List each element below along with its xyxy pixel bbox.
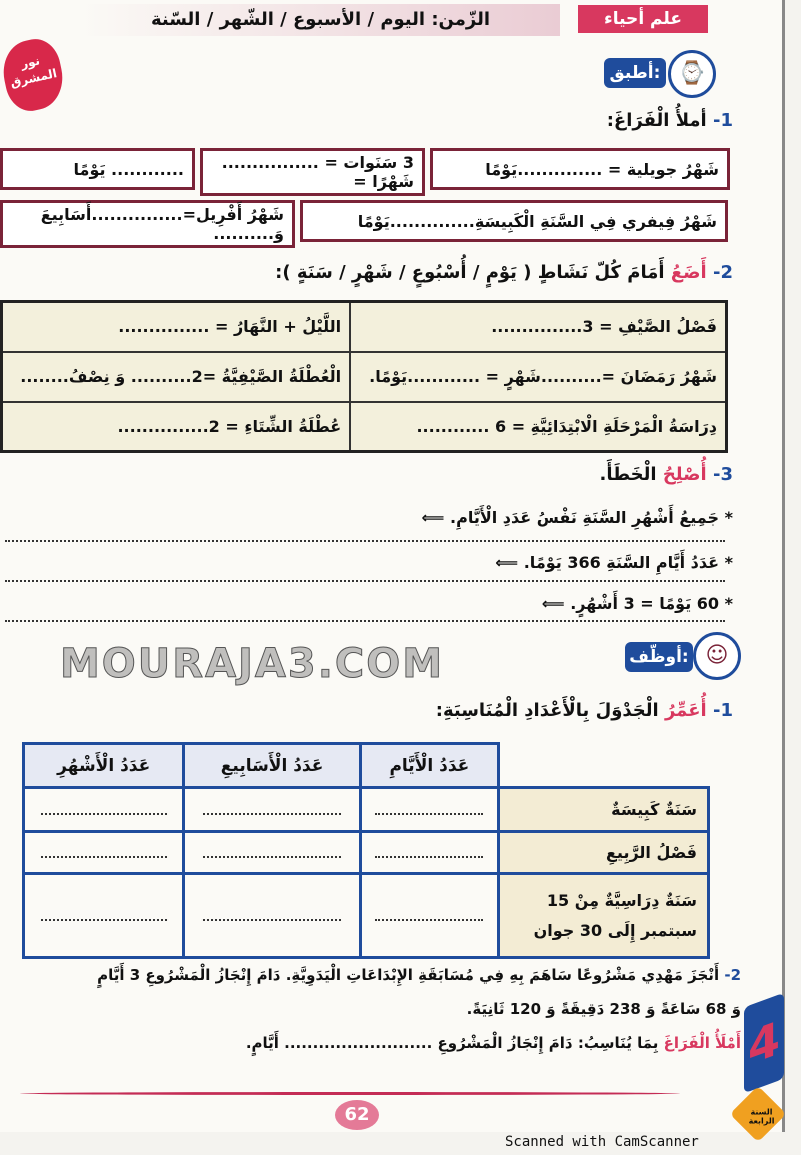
- table-cell[interactable]: دِرَاسَةُ الْمَرْحَلَةِ الْابْتِدَائِيَّةِ = 6 ............: [350, 402, 726, 452]
- table-row: [2, 402, 727, 452]
- section-employ: أوظّف:: [625, 642, 693, 672]
- thinking-face-icon: ☺: [693, 632, 741, 680]
- cell-input[interactable]: [184, 832, 360, 874]
- page-number: 62: [335, 1100, 379, 1130]
- cell-input[interactable]: [360, 788, 498, 832]
- correction-item: * عَدَدُ أَيَّامِ السَّنَةِ 366 يَوْمًا. ⟸: [495, 553, 733, 572]
- correction-item: * جَمِيعُ أَشْهُرِ السَّنَةِ نَفْسُ عَدَدِ الْأَيَّامِ. ⟸: [421, 508, 733, 527]
- level-badge: 4: [744, 993, 784, 1094]
- page-title: الزّمن: اليوم / الأسبوع / الشّهر / السّنة: [80, 4, 560, 36]
- activities-table: [0, 300, 728, 453]
- row-label: سَنَةٌ كَبِيسَةٌ: [499, 788, 709, 832]
- answer-line[interactable]: [5, 540, 725, 542]
- q1-heading: 1- أملأُ الْفَرَاغَ:: [606, 110, 733, 131]
- e1-heading: 1- أُعَمِّرُ الْجَدْوَلَ بِالْأَعْدَادِ الْمُنَاسِبَةِ:: [435, 700, 733, 721]
- subject-label: علم أحياء: [578, 5, 708, 33]
- fill-item[interactable]: شَهْرُ أَفْرِيل=...............أَسَابِيعَ وَ..........: [0, 200, 295, 248]
- table-row: [24, 788, 709, 832]
- e2-block: [10, 962, 741, 1064]
- cell-input[interactable]: [360, 874, 498, 958]
- e2-fill[interactable]: أَمْلَأُ الْفَرَاغَ بِمَا يُنَاسِبُ: دَامَ إِنْجَازُ الْمَشْرُوعِ .......................... أَيَّامٍ.: [245, 1034, 741, 1052]
- q3-heading: 3- أُصْلِحُ الْخَطَأَ.: [599, 464, 733, 485]
- scanner-credit: Scanned with CamScanner: [505, 1134, 699, 1150]
- table-header-row: [24, 744, 709, 788]
- e2-text: 2- أَنْجَزَ مَهْدِي مَشْرُوعًا سَاهَمَ بِهِ فِي مُسَابَقَةِ الإِبْدَاعَاتِ الْيَدَوِيَّةِ. دَامَ إِنْجَازُ الْمَشْرُوعِ 3 أَيَّامٍ: [97, 966, 741, 984]
- e2-text-cont: وَ 68 سَاعَةً وَ 238 دَقِيقَةً وَ 120 ثَانِيَةً.: [466, 1000, 741, 1018]
- cell-input[interactable]: [184, 788, 360, 832]
- owl-clock-icon: ⌚: [668, 50, 716, 98]
- fill-item[interactable]: شَهْرُ جويلية = ..............يَوْمًا: [430, 148, 730, 190]
- cell-input[interactable]: [184, 874, 360, 958]
- table-row: [2, 302, 727, 352]
- table-cell[interactable]: اللَّيْلُ + النَّهَارُ = ...............: [2, 302, 351, 352]
- watermark: MOURAJA3.COM: [60, 641, 445, 687]
- numbers-table: [22, 742, 710, 959]
- row-label: فَصْلُ الرَّبِيعِ: [499, 832, 709, 874]
- table-cell[interactable]: فَصْلُ الصَّيْفِ = 3...............: [350, 302, 726, 352]
- header-months: عَدَدُ الْأَشْهُرِ: [24, 744, 184, 788]
- header-weeks: عَدَدُ الْأَسَابِيعِ: [184, 744, 360, 788]
- answer-line[interactable]: [5, 620, 725, 622]
- cell-input[interactable]: [24, 874, 184, 958]
- table-cell[interactable]: الْعُطْلَةُ الصَّيْفِيَّةُ =2.......... وَ نِصْفُ........: [2, 352, 351, 402]
- fill-item[interactable]: شَهْرُ فِيفري فِي السَّنَةِ الْكَبِيسَةِ..............يَوْمًا: [300, 200, 728, 242]
- correction-item: * 60 يَوْمًا = 3 أَشْهُرٍ. ⟸: [541, 594, 733, 613]
- fill-item[interactable]: ............ يَوْمًا: [0, 148, 195, 190]
- table-row: [24, 832, 709, 874]
- q2-heading: 2- أَضَعُ أَمَامَ كُلّ نَشَاطٍ ( يَوْمٍ / أُسْبُوعٍ / شَهْرٍ / سَنَةٍ ):: [275, 262, 733, 283]
- table-cell[interactable]: عُطْلَةُ الشِّتَاءِ = 2...............: [2, 402, 351, 452]
- answer-line[interactable]: [5, 580, 725, 582]
- publisher-badge: نور المشرق: [0, 35, 69, 116]
- cell-input[interactable]: [24, 832, 184, 874]
- header-days: عَدَدُ الْأَيَّامِ: [360, 744, 498, 788]
- footer-line: [20, 1092, 680, 1095]
- row-label: سَنَةٌ دِرَاسِيَّةٌ مِنْ 15 سبتمبر إِلَى 30 جوان: [499, 874, 709, 958]
- cell-input[interactable]: [24, 788, 184, 832]
- cell-input[interactable]: [360, 832, 498, 874]
- level-sub-badge: السنة الرابعة: [730, 1086, 787, 1143]
- table-cell[interactable]: شَهْرُ رَمَضَانَ =..........شَهْرٍ = ............يَوْمًا.: [350, 352, 726, 402]
- table-row: [2, 352, 727, 402]
- table-row: [24, 874, 709, 958]
- fill-item[interactable]: 3 سَنَوات = ................ شَهْرًا =: [200, 148, 425, 196]
- section-apply: أطبق:: [604, 58, 666, 88]
